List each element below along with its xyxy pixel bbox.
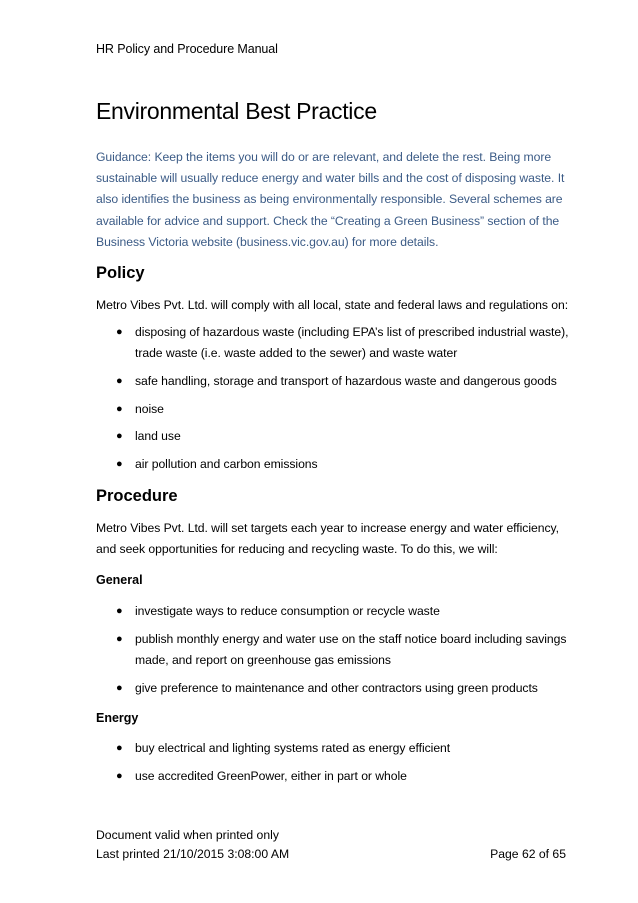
page-footer xyxy=(96,828,566,861)
bullet-icon: ● xyxy=(116,402,123,415)
running-header: HR Policy and Procedure Manual xyxy=(96,42,278,56)
bullet-icon: ● xyxy=(116,374,123,387)
general-list xyxy=(96,601,571,705)
bullet-icon: ● xyxy=(116,605,123,617)
list-item: ● air pollution and carbon emissions xyxy=(96,454,571,475)
page-number: Page 62 of 65 xyxy=(490,847,566,861)
list-item: ● disposing of hazardous waste (including EPA’s list of prescribed industrial waste), trade waste (i.e. waste added to the sewer) and waste water xyxy=(96,322,571,364)
policy-list xyxy=(96,322,571,482)
list-item: ● noise xyxy=(96,399,571,420)
energy-heading: Energy xyxy=(96,711,139,725)
energy-list xyxy=(96,738,571,793)
general-heading: General xyxy=(96,573,143,587)
bullet-icon: ● xyxy=(116,430,123,443)
last-printed: Last printed 21/10/2015 3:08:00 AM xyxy=(96,847,290,861)
policy-heading: Policy xyxy=(96,264,145,282)
list-item: ● buy electrical and lighting systems rated as energy efficient xyxy=(96,738,571,759)
guidance-note: Guidance: Keep the items you will do or are relevant, and delete the rest. Being more sustainable will usually reduce energy and water bills and the cost of disposing waste. It also identifies the business as being environmentally responsible. Several schemes are available for advice and support. Check the “Creating a Green Business” section of the Business Victoria website (business.vic.gov.au) for more details. xyxy=(96,150,565,249)
list-item: ● investigate ways to reduce consumption or recycle waste xyxy=(96,601,571,622)
policy-intro: Metro Vibes Pvt. Ltd. will comply with all local, state and federal laws and regulations on: xyxy=(96,298,569,312)
list-item: ● use accredited GreenPower, either in part or whole xyxy=(96,766,571,787)
validity-note: Document valid when printed only xyxy=(96,828,279,842)
procedure-intro: Metro Vibes Pvt. Ltd. will set targets each year to increase energy and water efficiency, and seek opportunities for reducing and recycling waste. To do this, we will: xyxy=(96,521,559,557)
list-item: ● publish monthly energy and water use on the staff notice board including savings made, and report on greenhouse gas emissions xyxy=(96,629,571,671)
footer-row xyxy=(96,847,566,861)
bullet-icon: ● xyxy=(116,326,123,338)
bullet-icon: ● xyxy=(116,769,123,782)
bullet-icon: ● xyxy=(116,458,123,471)
bullet-icon: ● xyxy=(116,632,123,645)
list-item: ● give preference to maintenance and other contractors using green products xyxy=(96,678,571,699)
list-item: ● land use xyxy=(96,426,571,447)
bullet-icon: ● xyxy=(116,681,123,694)
page-title: Environmental Best Practice xyxy=(96,98,377,124)
list-item: ● safe handling, storage and transport of hazardous waste and dangerous goods xyxy=(96,371,571,392)
procedure-heading: Procedure xyxy=(96,487,178,505)
bullet-icon: ● xyxy=(116,742,123,754)
